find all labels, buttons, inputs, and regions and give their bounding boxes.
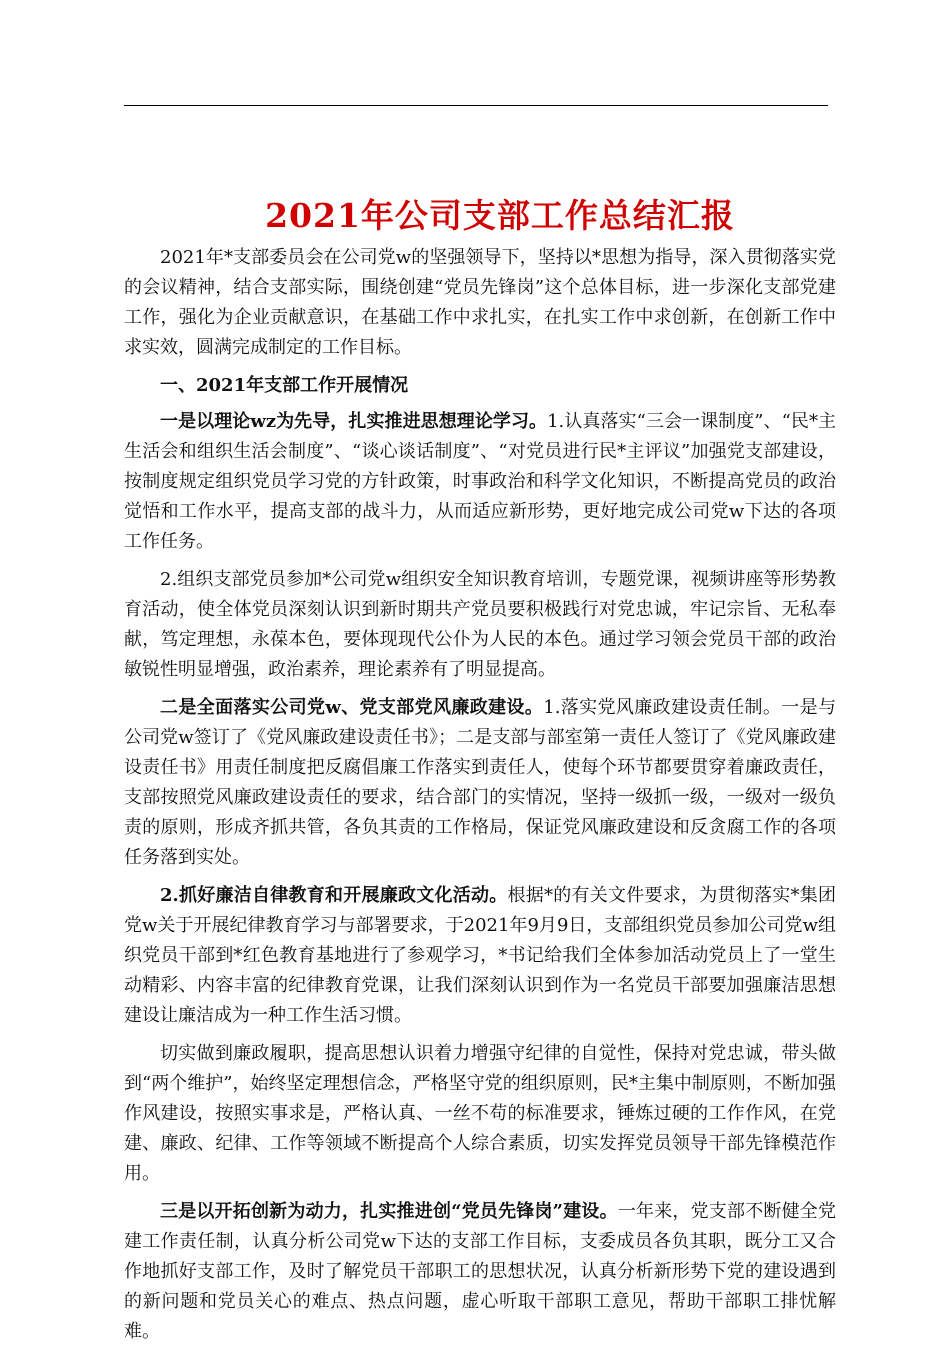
paragraph-innovation xyxy=(124,1197,836,1347)
section-heading xyxy=(124,371,836,401)
paragraph-text: 一年来，党支部不断健全党建工作责任制，认真分析公司党w下达的支部工作目标，支委成员各负其职，既分工又合作地抓好支部工作，及时了解党员干部职工的思想状况，认真分析新形势下党的建设遇到的新问题和党员关心的难点、热点问题，虚心听取干部职工意见，帮助干部职工排忧解难。 xyxy=(124,1201,836,1342)
section-heading-text: 一、2021年支部工作开展情况 xyxy=(160,375,409,396)
paragraph-text: 1.落实党风廉政建设责任制。一是与公司党w签订了《党风廉政建设责任书》；二是支部与部室第一责任人签订了《党风廉政建设责任书》用责任制度把反腐倡廉工作落实到责任人，使每个环节都要贯穿着廉政责任，支部按照党风廉政建设责任的要求，结合部门的实情况，坚持一级抓一级，一级对一级负责的原则，形成齐抓共管，各负其责的工作格局，保证党风廉政建设和反贪腐工作的各项任务落到实处。 xyxy=(124,697,836,868)
paragraph-training xyxy=(124,565,836,685)
paragraph-lead: 一是以理论wz为先导，扎实推进思想理论学习。 xyxy=(160,411,548,432)
paragraph-text: 2021年*支部委员会在公司党w的坚强领导下，坚持以*思想为指导，深入贯彻落实党的会议精神，结合支部实际，围绕创建“党员先锋岗”这个总体目标，进一步深化支部党建工作，强化为企业贡献意识，在基础工作中求扎实，在扎实工作中求创新，在创新工作中求实效，圆满完成制定的工作目标。 xyxy=(124,247,836,358)
document-body xyxy=(124,243,836,1355)
paragraph-duty-performance xyxy=(124,1039,836,1189)
paragraph-text: 切实做到廉政履职，提高思想认识着力增强守纪律的自觉性，保持对党忠诚，带头做到“两个维护”，始终坚定理想信念，严格坚守党的组织原则，民*主集中制原则，不断加强作风建设，按照实事求是，严格认真、一丝不苟的标准要求，锤炼过硬的工作作风，在党建、廉政、纪律、工作等领域不断提高个人综合素质，切实发挥党员领导干部先锋模范作用。 xyxy=(124,1043,836,1184)
paragraph-integrity-construction xyxy=(124,693,836,873)
paragraph-text: 2.组织支部党员参加*公司党w组织安全知识教育培训，专题党课，视频讲座等形势教育活动，使全体党员深刻认识到新时期共产党员要积极践行对党忠诚，牢记宗旨、无私奉献，笃定理想，永葆本色，要体现现代公仆为人民的本色。通过学习领会党员干部的政治敏锐性明显增强，政治素养，理论素养有了明显提高。 xyxy=(124,569,836,680)
document-title: 2021年公司支部工作总结汇报 xyxy=(265,196,735,235)
paragraph-lead: 二是全面落实公司党w、党支部党风廉政建设。 xyxy=(160,697,544,718)
paragraph-lead: 2.抓好廉洁自律教育和开展廉政文化活动。 xyxy=(160,885,508,906)
paragraph-text: 根据*的有关文件要求，为贯彻落实*集团党w关于开展纪律教育学习与部署要求，于2021年9月9日，支部组织党员参加公司党w组织党员干部到*红色教育基地进行了参观学习，*书记给我们全体参加活动党员上了一堂生动精彩、内容丰富的纪律教育党课，让我们深刻认识到作为一名党员干部要加强廉洁思想建设让廉洁成为一种工作生活习惯。 xyxy=(124,885,836,1026)
paragraph-intro xyxy=(124,243,836,363)
paragraph-lead: 三是以开拓创新为动力，扎实推进创“党员先锋岗”建设。 xyxy=(160,1201,618,1222)
paragraph-text: 1.认真落实“三会一课制度”、“民*主生活会和组织生活会制度”、“谈心谈话制度”、“对党员进行民*主评议”加强党支部建设，按制度规定组织党员学习党的方针政策，时事政治和科学文化知识，不断提高党员的政治觉悟和工作水平，提高支部的战斗力，从而适应新形势，更好地完成公司党w下达的各项工作任务。 xyxy=(124,411,837,552)
paragraph-integrity-education xyxy=(124,881,836,1031)
paragraph-theory-study xyxy=(124,407,836,557)
header-rule xyxy=(124,105,828,106)
